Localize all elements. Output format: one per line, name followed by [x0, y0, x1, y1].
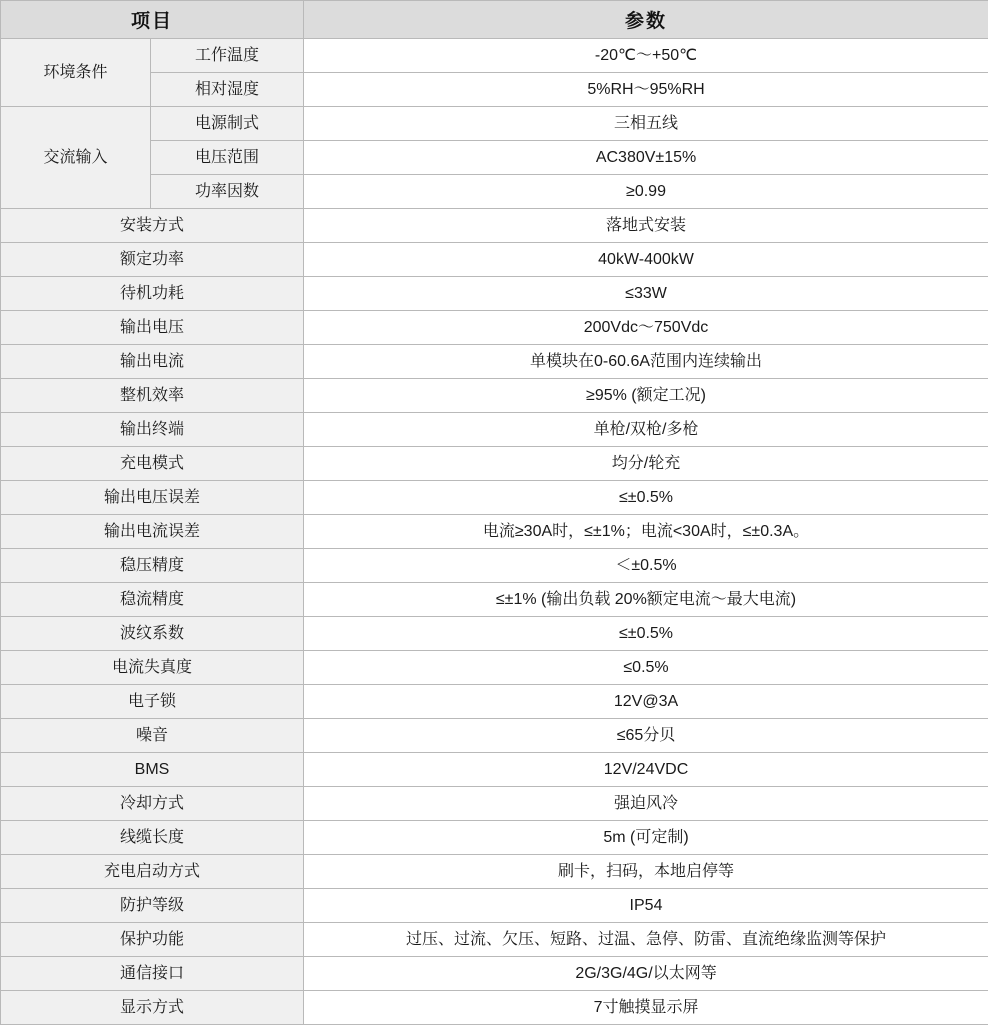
table-row — [1, 413, 988, 447]
table-row — [1, 787, 988, 821]
table-row — [1, 583, 988, 617]
value-cell: IP54 — [304, 889, 988, 923]
table-row — [1, 379, 988, 413]
value-cell: ≤0.5% — [304, 651, 988, 685]
table-row — [1, 957, 988, 991]
table-row — [1, 311, 988, 345]
value-cell: ≥95% (额定工况) — [304, 379, 988, 413]
table-row — [1, 855, 988, 889]
value-cell: -20℃～+50℃ — [304, 39, 988, 73]
row-label: BMS — [1, 753, 304, 787]
group-label-ac-input: 交流输入 — [1, 107, 151, 209]
row-label: 波纹系数 — [1, 617, 304, 651]
row-label: 待机功耗 — [1, 277, 304, 311]
value-cell: 单枪/双枪/多枪 — [304, 413, 988, 447]
sub-label: 电源制式 — [151, 107, 304, 141]
row-label: 电流失真度 — [1, 651, 304, 685]
value-cell: 7寸触摸显示屏 — [304, 991, 988, 1025]
table-row — [1, 651, 988, 685]
value-cell: 单模块在0-60.6A范围内连续输出 — [304, 345, 988, 379]
row-label: 稳压精度 — [1, 549, 304, 583]
value-cell: 12V/24VDC — [304, 753, 988, 787]
row-label: 稳流精度 — [1, 583, 304, 617]
row-label: 充电模式 — [1, 447, 304, 481]
value-cell: 5m (可定制) — [304, 821, 988, 855]
row-label: 保护功能 — [1, 923, 304, 957]
table-row — [1, 889, 988, 923]
row-label: 防护等级 — [1, 889, 304, 923]
value-cell: ≤33W — [304, 277, 988, 311]
value-cell: ≤65分贝 — [304, 719, 988, 753]
table-row — [1, 685, 988, 719]
row-label: 额定功率 — [1, 243, 304, 277]
table-row — [1, 617, 988, 651]
column-header-parameter: 参数 — [304, 1, 988, 39]
row-label: 噪音 — [1, 719, 304, 753]
row-label: 输出电压 — [1, 311, 304, 345]
group-label-environment: 环境条件 — [1, 39, 151, 107]
table-row — [1, 549, 988, 583]
value-cell: 2G/3G/4G/以太网等 — [304, 957, 988, 991]
value-cell: 200Vdc～750Vdc — [304, 311, 988, 345]
table-row — [1, 991, 988, 1025]
row-label: 电子锁 — [1, 685, 304, 719]
table-row — [1, 923, 988, 957]
sub-label: 功率因数 — [151, 175, 304, 209]
table-row — [1, 481, 988, 515]
row-label: 冷却方式 — [1, 787, 304, 821]
value-cell: 电流≥30A时，≤±1%；电流<30A时，≤±0.3A。 — [304, 515, 988, 549]
value-cell: 刷卡，扫码，本地启停等 — [304, 855, 988, 889]
row-label: 通信接口 — [1, 957, 304, 991]
value-cell: 12V@3A — [304, 685, 988, 719]
table-row — [1, 277, 988, 311]
column-header-item: 项目 — [1, 1, 304, 39]
table-row — [1, 345, 988, 379]
value-cell: 40kW-400kW — [304, 243, 988, 277]
value-cell: ≥0.99 — [304, 175, 988, 209]
row-label: 输出电流 — [1, 345, 304, 379]
row-label: 线缆长度 — [1, 821, 304, 855]
table-row — [1, 243, 988, 277]
table-row — [1, 39, 988, 73]
value-cell: 落地式安装 — [304, 209, 988, 243]
row-label: 输出电压误差 — [1, 481, 304, 515]
value-cell: ≤±0.5% — [304, 617, 988, 651]
value-cell: 均分/轮充 — [304, 447, 988, 481]
sub-label: 工作温度 — [151, 39, 304, 73]
value-cell: ＜±0.5% — [304, 549, 988, 583]
row-label: 安装方式 — [1, 209, 304, 243]
table-row — [1, 209, 988, 243]
row-label: 输出终端 — [1, 413, 304, 447]
table-row — [1, 447, 988, 481]
table-row — [1, 753, 988, 787]
bottom-spacer — [0, 1025, 988, 1033]
value-cell: 5%RH～95%RH — [304, 73, 988, 107]
value-cell: 强迫风冷 — [304, 787, 988, 821]
row-label: 充电启动方式 — [1, 855, 304, 889]
table-row — [1, 515, 988, 549]
table-header-row — [1, 1, 988, 39]
table-row — [1, 719, 988, 753]
row-label: 整机效率 — [1, 379, 304, 413]
row-label: 输出电流误差 — [1, 515, 304, 549]
sub-label: 相对湿度 — [151, 73, 304, 107]
value-cell: 过压、过流、欠压、短路、过温、急停、防雷、直流绝缘监测等保护 — [304, 923, 988, 957]
value-cell: ≤±1% (输出负载 20%额定电流～最大电流) — [304, 583, 988, 617]
value-cell: ≤±0.5% — [304, 481, 988, 515]
table-row — [1, 107, 988, 141]
row-label: 显示方式 — [1, 991, 304, 1025]
value-cell: 三相五线 — [304, 107, 988, 141]
value-cell: AC380V±15% — [304, 141, 988, 175]
table-row — [1, 821, 988, 855]
sub-label: 电压范围 — [151, 141, 304, 175]
